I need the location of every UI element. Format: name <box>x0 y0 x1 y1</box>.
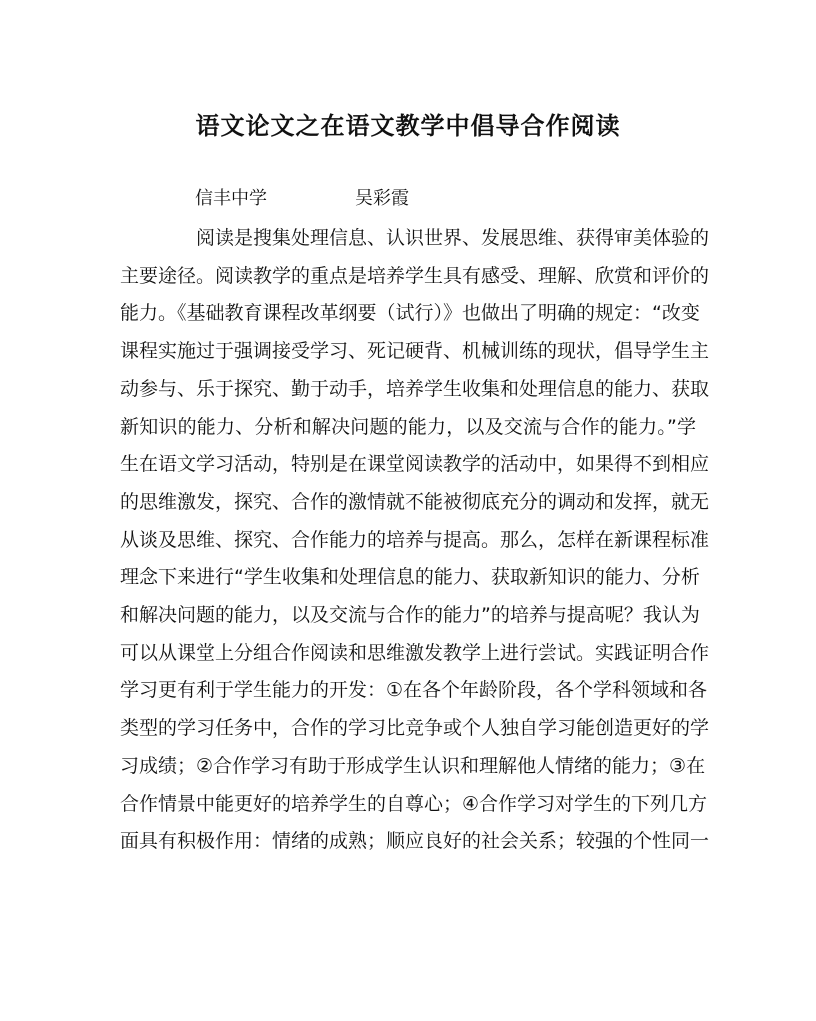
author-line <box>195 184 409 210</box>
text-line: 动参与、乐于探究、勤于动手，培养学生收集和处理信息的能力、获取 <box>120 377 710 400</box>
text-line: 合作情景中能更好的培养学生的自尊心；④合作学习对学生的下列几方 <box>120 792 708 815</box>
text-line: 理念下来进行“学生收集和处理信息的能力、获取新知识的能力、分析 <box>120 566 700 589</box>
text-line: 能力。《基础教育课程改革纲要（试行）》也做出了明确的规定：“改变 <box>120 302 700 325</box>
text-line: 的思维激发，探究、合作的激情就不能被彻底充分的调动和发挥，就无 <box>120 490 710 513</box>
author-name: 吴彩霞 <box>355 188 409 209</box>
text-line: 生在语文学习活动，特别是在课堂阅读教学的活动中，如果得不到相应 <box>120 453 710 476</box>
text-line: 阅读是搜集处理信息、认识世界、发展思维、获得审美体验的 <box>196 227 710 249</box>
school-name: 信丰中学 <box>195 188 267 209</box>
text-line: 面具有积极作用：情绪的成熟；顺应良好的社会关系；较强的个性同一 <box>120 830 710 853</box>
text-line: 课程实施过于强调接受学习、死记硬背、机械训练的现状，倡导学生主 <box>120 340 710 363</box>
text-line: 类型的学习任务中，合作的学习比竞争或个人独自学习能创造更好的学 <box>120 717 710 740</box>
text-line: 从谈及思维、探究、合作能力的培养与提高。那么，怎样在新课程标准 <box>120 528 710 551</box>
text-line: 主要途径。阅读教学的重点是培养学生具有感受、理解、欣赏和评价的 <box>120 264 710 287</box>
text-line: 学习更有利于学生能力的开发：①在各个年龄阶段，各个学科领域和各 <box>120 679 708 702</box>
body-paragraph <box>120 220 710 861</box>
text-line: 和解决问题的能力，以及交流与合作的能力”的培养与提高呢？我认为 <box>120 604 700 627</box>
text-line: 可以从课堂上分组合作阅读和思维激发教学上进行尝试。实践证明合作 <box>120 641 710 664</box>
text-line: 习成绩；②合作学习有助于形成学生认识和理解他人情绪的能力；③在 <box>120 754 706 777</box>
document-title: 语文论文之在语文教学中倡导合作阅读 <box>195 111 621 140</box>
text-line: 新知识的能力、分析和解决问题的能力，以及交流与合作的能力。”学 <box>120 415 696 438</box>
